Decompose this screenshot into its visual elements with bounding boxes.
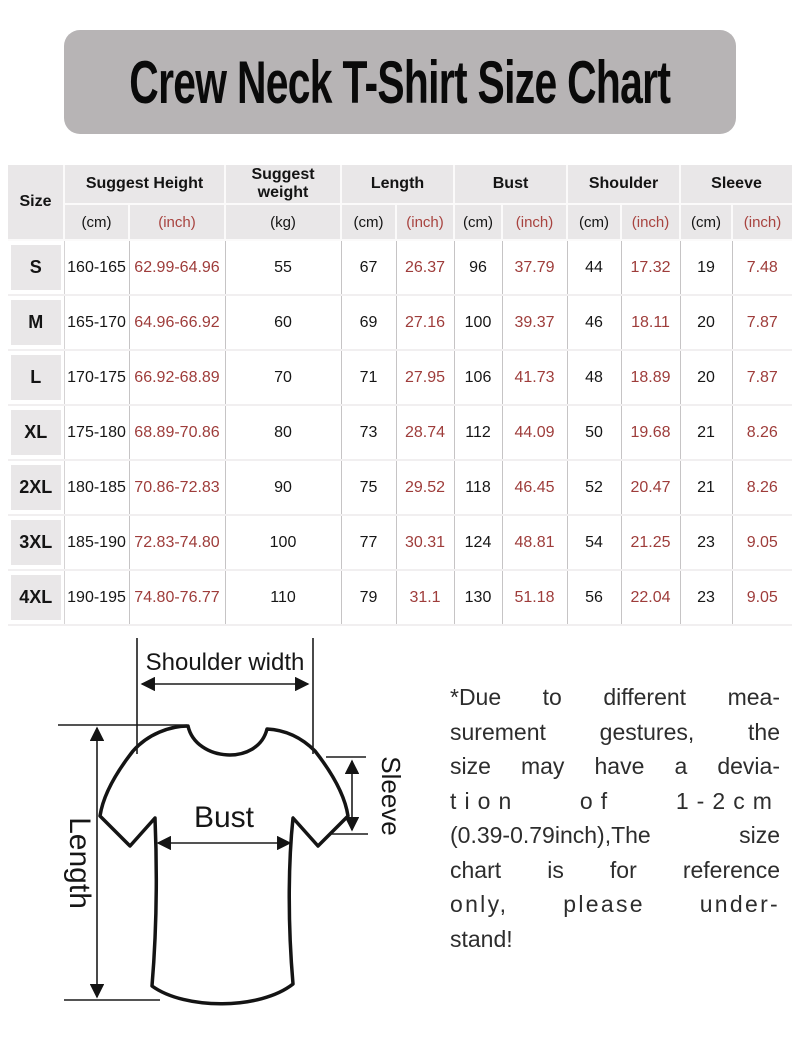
cell-length-inch: 27.16: [396, 295, 454, 350]
subcol-height-cm: (cm): [64, 204, 129, 240]
cell-sleeve-cm: 20: [680, 350, 732, 405]
cell-bust-inch: 51.18: [502, 570, 567, 625]
cell-weight-kg: 80: [225, 405, 341, 460]
tshirt-measurement-diagram: [30, 626, 450, 1028]
cell-shoulder-cm: 52: [567, 460, 621, 515]
col-header-suggest-weight: Suggest weight: [225, 165, 341, 204]
cell-shoulder-cm: 50: [567, 405, 621, 460]
cell-bust-inch: 44.09: [502, 405, 567, 460]
size-cell: [8, 460, 64, 515]
cell-shoulder-inch: 18.11: [621, 295, 680, 350]
disclaimer-line: tion of 1-2cm: [450, 787, 780, 814]
disclaimer-line: size may have a devia-: [450, 753, 780, 779]
cell-bust-inch: 39.37: [502, 295, 567, 350]
cell-shoulder-cm: 56: [567, 570, 621, 625]
cell-shoulder-cm: 48: [567, 350, 621, 405]
cell-shoulder-inch: 22.04: [621, 570, 680, 625]
tshirt-outline: [100, 726, 348, 1004]
cell-shoulder-inch: 20.47: [621, 460, 680, 515]
table-row: [8, 295, 792, 350]
col-header-size: Size: [8, 165, 64, 240]
col-header-bust: Bust: [454, 165, 567, 204]
cell-sleeve-cm: 19: [680, 240, 732, 295]
table-row: [8, 570, 792, 625]
cell-length-inch: 30.31: [396, 515, 454, 570]
cell-bust-inch: 41.73: [502, 350, 567, 405]
cell-height-cm: 160-165: [64, 240, 129, 295]
cell-sleeve-inch: 7.48: [732, 240, 792, 295]
cell-weight-kg: 60: [225, 295, 341, 350]
table-row: [8, 405, 792, 460]
size-cell: [8, 295, 64, 350]
disclaimer-line: stand!: [450, 925, 513, 952]
table-row: [8, 240, 792, 295]
cell-shoulder-inch: 21.25: [621, 515, 680, 570]
table-row: [8, 515, 792, 570]
cell-length-cm: 67: [341, 240, 396, 295]
title-banner: [64, 30, 736, 134]
cell-height-cm: 175-180: [64, 405, 129, 460]
cell-shoulder-inch: 17.32: [621, 240, 680, 295]
subcol-bust-cm: (cm): [454, 204, 502, 240]
cell-height-cm: 190-195: [64, 570, 129, 625]
cell-height-cm: 185-190: [64, 515, 129, 570]
cell-bust-inch: 46.45: [502, 460, 567, 515]
cell-weight-kg: 55: [225, 240, 341, 295]
disclaimer-line: only, please under-: [450, 891, 780, 917]
cell-sleeve-cm: 23: [680, 570, 732, 625]
cell-height-cm: 170-175: [64, 350, 129, 405]
cell-sleeve-inch: 8.26: [732, 405, 792, 460]
cell-height-inch: 66.92-68.89: [129, 350, 225, 405]
col-header-length: Length: [341, 165, 454, 204]
cell-length-cm: 77: [341, 515, 396, 570]
cell-bust-cm: 100: [454, 295, 502, 350]
subcol-bust-inch: (inch): [502, 204, 567, 240]
cell-shoulder-cm: 46: [567, 295, 621, 350]
disclaimer-line: chart is for reference: [450, 856, 780, 883]
cell-bust-cm: 96: [454, 240, 502, 295]
sleeve-label: Sleeve: [376, 756, 406, 836]
subcol-sleeve-inch: (inch): [732, 204, 792, 240]
size-cell: [8, 240, 64, 295]
cell-bust-cm: 124: [454, 515, 502, 570]
cell-sleeve-inch: 9.05: [732, 570, 792, 625]
subcol-shoulder-cm: (cm): [567, 204, 621, 240]
disclaimer-line: *Due to different mea-: [450, 684, 780, 710]
size-cell: [8, 350, 64, 405]
cell-sleeve-cm: 20: [680, 295, 732, 350]
cell-length-cm: 71: [341, 350, 396, 405]
cell-sleeve-cm: 21: [680, 405, 732, 460]
cell-height-cm: 180-185: [64, 460, 129, 515]
col-header-shoulder: Shoulder: [567, 165, 680, 204]
cell-bust-cm: 112: [454, 405, 502, 460]
page-title: Crew Neck T-Shirt Size Chart: [129, 48, 671, 116]
cell-height-inch: 68.89-70.86: [129, 405, 225, 460]
cell-length-inch: 26.37: [396, 240, 454, 295]
subcol-length-inch: (inch): [396, 204, 454, 240]
size-label: S: [11, 245, 61, 290]
size-cell: [8, 515, 64, 570]
cell-weight-kg: 90: [225, 460, 341, 515]
cell-shoulder-cm: 54: [567, 515, 621, 570]
cell-length-inch: 28.74: [396, 405, 454, 460]
cell-height-inch: 64.96-66.92: [129, 295, 225, 350]
cell-length-inch: 29.52: [396, 460, 454, 515]
cell-bust-cm: 118: [454, 460, 502, 515]
cell-shoulder-cm: 44: [567, 240, 621, 295]
disclaimer-text: [450, 680, 780, 956]
cell-length-inch: 27.95: [396, 350, 454, 405]
cell-length-inch: 31.1: [396, 570, 454, 625]
cell-length-cm: 75: [341, 460, 396, 515]
size-label: 3XL: [11, 520, 61, 565]
table-row: [8, 460, 792, 515]
size-chart-table: [8, 165, 792, 626]
cell-weight-kg: 110: [225, 570, 341, 625]
cell-height-inch: 70.86-72.83: [129, 460, 225, 515]
size-cell: [8, 405, 64, 460]
cell-length-cm: 73: [341, 405, 396, 460]
size-label: 2XL: [11, 465, 61, 510]
cell-bust-cm: 106: [454, 350, 502, 405]
disclaimer-line: surement gestures, the: [450, 718, 780, 745]
cell-bust-inch: 48.81: [502, 515, 567, 570]
subcol-weight-kg: (kg): [225, 204, 341, 240]
size-label: XL: [11, 410, 61, 455]
subcol-length-cm: (cm): [341, 204, 396, 240]
cell-sleeve-inch: 7.87: [732, 350, 792, 405]
cell-sleeve-inch: 8.26: [732, 460, 792, 515]
cell-weight-kg: 70: [225, 350, 341, 405]
table-body: [8, 240, 792, 625]
cell-weight-kg: 100: [225, 515, 341, 570]
cell-length-cm: 69: [341, 295, 396, 350]
cell-sleeve-cm: 23: [680, 515, 732, 570]
length-label: Length: [63, 817, 96, 909]
cell-height-cm: 165-170: [64, 295, 129, 350]
shoulder-width-label: Shoulder width: [145, 649, 305, 676]
cell-bust-cm: 130: [454, 570, 502, 625]
subcol-sleeve-cm: (cm): [680, 204, 732, 240]
subcol-shoulder-inch: (inch): [621, 204, 680, 240]
cell-sleeve-cm: 21: [680, 460, 732, 515]
cell-shoulder-inch: 19.68: [621, 405, 680, 460]
col-header-suggest-height: Suggest Height: [64, 165, 225, 204]
disclaimer-line: (0.39-0.79inch),The size: [450, 822, 780, 848]
cell-shoulder-inch: 18.89: [621, 350, 680, 405]
size-cell: [8, 570, 64, 625]
bust-label: Bust: [193, 801, 255, 834]
cell-sleeve-inch: 7.87: [732, 295, 792, 350]
col-header-sleeve: Sleeve: [680, 165, 792, 204]
table-header: [8, 165, 792, 240]
size-label: L: [11, 355, 61, 400]
size-label: M: [11, 300, 61, 345]
cell-bust-inch: 37.79: [502, 240, 567, 295]
subcol-height-inch: (inch): [129, 204, 225, 240]
size-label: 4XL: [11, 575, 61, 620]
cell-height-inch: 62.99-64.96: [129, 240, 225, 295]
cell-length-cm: 79: [341, 570, 396, 625]
cell-height-inch: 72.83-74.80: [129, 515, 225, 570]
cell-height-inch: 74.80-76.77: [129, 570, 225, 625]
cell-sleeve-inch: 9.05: [732, 515, 792, 570]
table-row: [8, 350, 792, 405]
